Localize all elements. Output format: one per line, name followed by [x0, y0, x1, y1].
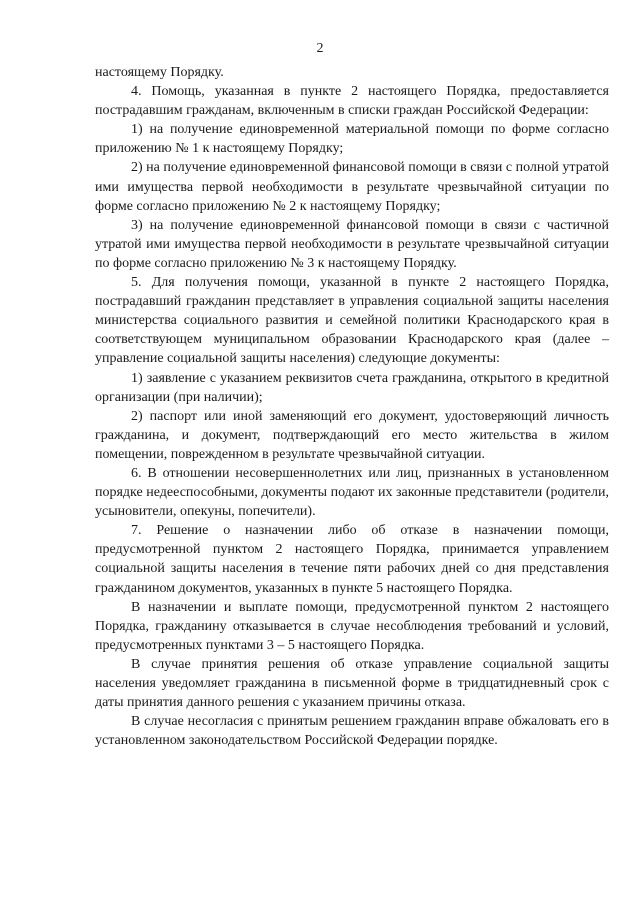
paragraph-item-5-sub-2: 2) паспорт или иной заменяющий его документ, удостоверяющий личность гражданина, и документ, подтверждающий его место жительства в жилом помещении, поврежденном в результате чрезвычайной ситуации. [95, 408, 609, 462]
paragraph-item-4: 4. Помощь, указанная в пункте 2 настоящего Порядка, предоставляется пострадавшим гражданам, включенным в списки граждан Российской Федерации: [95, 84, 609, 119]
paragraph-item-7: 7. Решение о назначении либо об отказе в назначении помощи, предусмотренной пунктом 2 настоящего Порядка, принимается управлением социальной защиты населения в течение пяти рабочих дней со дня представления гражданином документов, указанных в пункте 5 настоящего Порядка. [95, 523, 609, 596]
paragraph-item-5: 5. Для получения помощи, указанной в пункте 2 настоящего Порядка, пострадавший гражданин представляет в управления социальной защиты населения министерства социального развития и семейной политики Краснодарского края в соответствующем муниципальном образовании Краснодарского края (далее – управление социальной защиты населения) следующие документы: [95, 275, 609, 367]
paragraph-item-4-sub-3: 3) на получение единовременной финансовой помощи в связи с частичной утратой ими имущества первой необходимости в результате чрезвычайной ситуации по форме согласно приложению № 3 к настоящему Порядку. [95, 217, 609, 271]
paragraph-item-4-sub-2: 2) на получение единовременной финансовой помощи в связи с полной утратой ими имущества первой необходимости в результате чрезвычайной ситуации по форме согласно приложению № 2 к настоящему Порядку; [95, 160, 609, 214]
paragraph-refusal-notification: В случае принятия решения об отказе управление социальной защиты населения уведомляет гражданина в письменной форме в тридцатидневный срок с даты принятия данного решения с указанием причины отказа. [95, 656, 609, 711]
document-body [95, 63, 609, 750]
paragraph-item-5-sub-1: 1) заявление с указанием реквизитов счета гражданина, открытого в кредитной организации (при наличии); [95, 370, 609, 405]
paragraph-refusal-conditions: В назначении и выплате помощи, предусмотренной пунктом 2 настоящего Порядка, гражданину отказывается в случае несоблюдения требований и условий, предусмотренных пунктами 3 – 5 настоящего Порядка. [95, 599, 609, 653]
paragraph-item-6: 6. В отношении несовершеннолетних или лиц, признанных в установленном порядке недееспособными, документы подают их законные представители (родители, усыновители, опекуны, попечители). [95, 465, 609, 520]
paragraph-continuation: настоящему Порядку. [95, 65, 224, 80]
page-number: 2 [316, 41, 324, 56]
paragraph-item-4-sub-1: 1) на получение единовременной материальной помощи по форме согласно приложению № 1 к настоящему Порядку; [95, 122, 609, 157]
paragraph-appeal: В случае несогласия с принятым решением гражданин вправе обжаловать его в установленном законодательством Российской Федерации порядке. [95, 714, 609, 749]
